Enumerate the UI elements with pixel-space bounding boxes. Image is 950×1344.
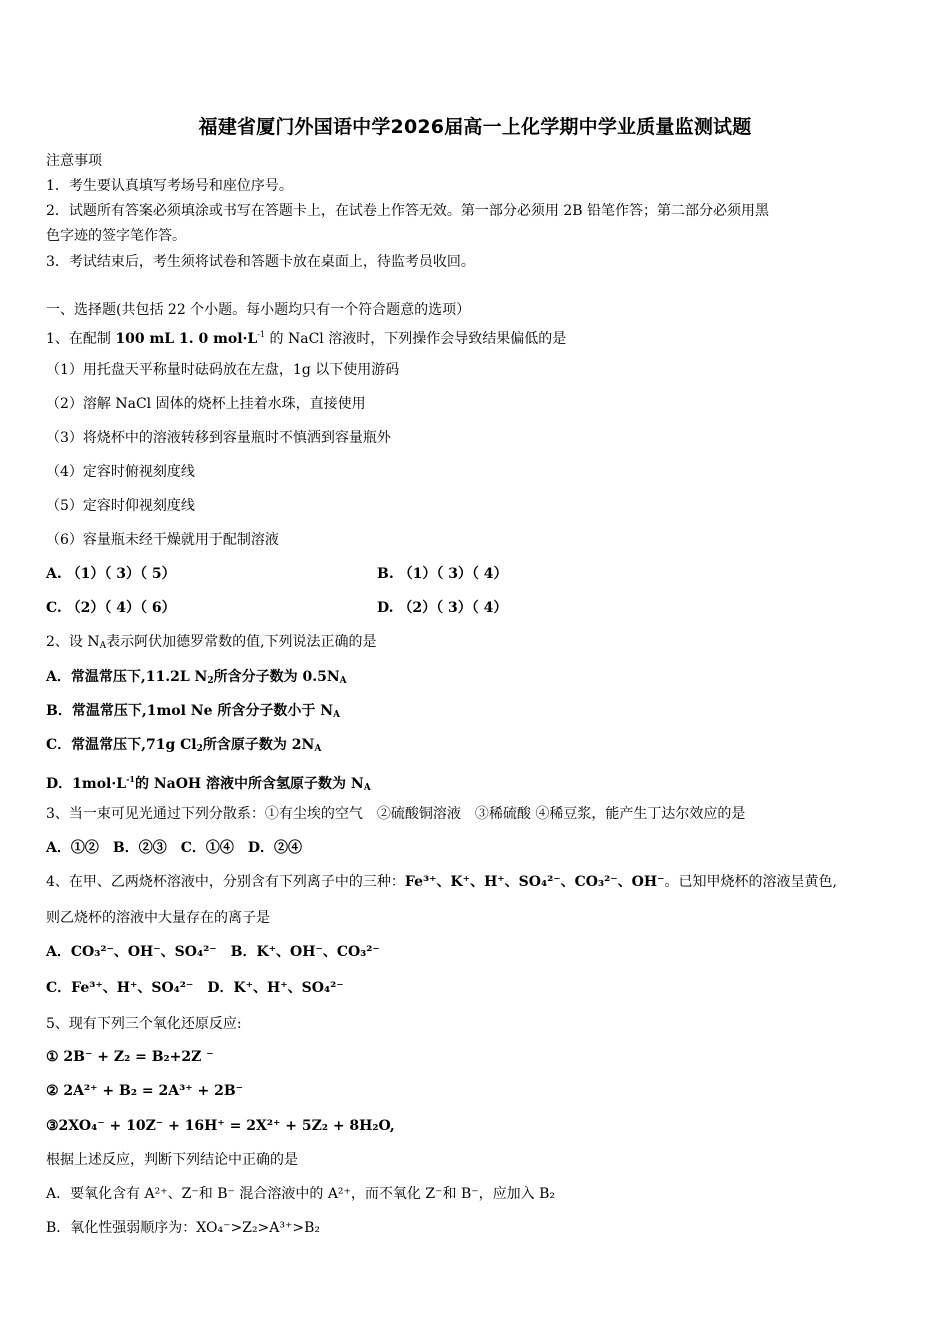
question-1-option-c: C. （2）（ 4）（ 6） (46, 600, 176, 616)
question-3-options: A．①② B．②③ C．①④ D．②④ (46, 840, 302, 856)
question-2-option-d: D．$1mol\cdot L^{-1}$的 NaOH 溶液中所含氢原子数为 $N_A$ (46, 774, 371, 793)
question-3-stem: 3、当一束可见光通过下列分散系：①有尘埃的空气 ②硫酸铜溶液 ③稀硫酸 ④稀豆浆，能产生丁达尔效应的是 (46, 806, 746, 822)
question-1-item: （1）用托盘天平称量时砝码放在左盘，1g 以下使用游码 (46, 362, 400, 378)
question-4-options-ab: A．CO₃²⁻、OH⁻、SO₄²⁻ B．K⁺、OH⁻、CO₃²⁻ (46, 944, 380, 960)
notice-item: 3．考试结束后，考生须将试卷和答题卡放在桌面上，待监考员收回。 (46, 254, 475, 270)
question-5-stem: 5、现有下列三个氧化还原反应: (46, 1016, 242, 1032)
question-1-option-b: B. （1）（ 3）（ 4） (377, 566, 508, 582)
question-1-item: （6）容量瓶未经干燥就用于配制溶液 (46, 532, 279, 548)
notice-heading: 注意事项 (46, 153, 102, 169)
question-2-stem: 2、设 $N_A$表示阿伏加德罗常数的值,下列说法正确的是 (46, 634, 377, 651)
question-5-reaction-2: ② 2A²⁺ + B₂ = 2A³⁺ + 2B⁻ (46, 1083, 244, 1099)
section-heading: 一、选择题(共包括 22 个小题。每小题均只有一个符合题意的选项） (46, 302, 471, 318)
question-4-stem: 4、在甲、乙两烧杯溶液中，分别含有下列离子中的三种：Fe³⁺、K⁺、H⁺、SO₄²⁻、CO₃²⁻、OH⁻。已知甲烧杯的溶液呈黄色, (46, 874, 837, 890)
notice-item: 色字迹的签字笔作答。 (46, 228, 186, 244)
question-2-option-c: C．常温常压下,71g $Cl_2$所含原子数为 $2N_A$ (46, 737, 322, 754)
notice-item: 1．考生要认真填写考场号和座位序号。 (46, 178, 293, 194)
question-1-option-d: D. （2）（ 3）（ 4） (377, 600, 508, 616)
page-title: 福建省厦门外国语中学2026届高一上化学期中学业质量监测试题 (198, 116, 752, 138)
question-2-option-a: A．常温常压下,11.2L $N_2$所含分子数为 $0.5N_A$ (46, 669, 347, 686)
question-1-item: （5）定容时仰视刻度线 (46, 498, 195, 514)
question-4-options-cd: C．Fe³⁺、H⁺、SO₄²⁻ D．K⁺、H⁺、SO₄²⁻ (46, 980, 344, 996)
notice-item: 2．试题所有答案必须填涂或书写在答题卡上，在试卷上作答无效。第一部分必须用 2B 铅笔作答；第二部分必须用黑 (46, 203, 769, 219)
question-5-judge: 根据上述反应，判断下列结论中正确的是 (46, 1152, 298, 1168)
question-2-option-b: B．常温常压下,1mol Ne 所含分子数小于 $N_A$ (46, 703, 341, 720)
question-5-option-b: B．氧化性强弱顺序为：XO₄⁻>Z₂>A³⁺>B₂ (46, 1220, 321, 1236)
question-1-stem: 1、在配制 100 mL 1. 0 $mol\cdot L^{-1}$ 的 NaCl 溶液时，下列操作会导致结果偏低的是 (46, 330, 567, 347)
question-1-item: （2）溶解 NaCl 固体的烧杯上挂着水珠，直接使用 (46, 396, 366, 412)
question-5-option-a: A．要氧化含有 A²⁺、Z⁻和 B⁻ 混合溶液中的 A²⁺，而不氧化 Z⁻和 B⁻，应加入 B₂ (46, 1186, 555, 1202)
question-5-reaction-3: ③2XO₄⁻ + 10Z⁻ + 16H⁺ = 2X²⁺ + 5Z₂ + 8H₂O, (46, 1118, 395, 1134)
question-1-option-a: A. （1）（ 3）（ 5） (46, 566, 176, 582)
question-1-item: （4）定容时俯视刻度线 (46, 464, 195, 480)
question-1-item: （3）将烧杯中的溶液转移到容量瓶时不慎洒到容量瓶外 (46, 430, 391, 446)
question-4-stem-line2: 则乙烧杯的溶液中大量存在的离子是 (46, 910, 270, 926)
question-5-reaction-1: ① 2B⁻ + Z₂ = B₂+2Z ⁻ (46, 1049, 214, 1065)
